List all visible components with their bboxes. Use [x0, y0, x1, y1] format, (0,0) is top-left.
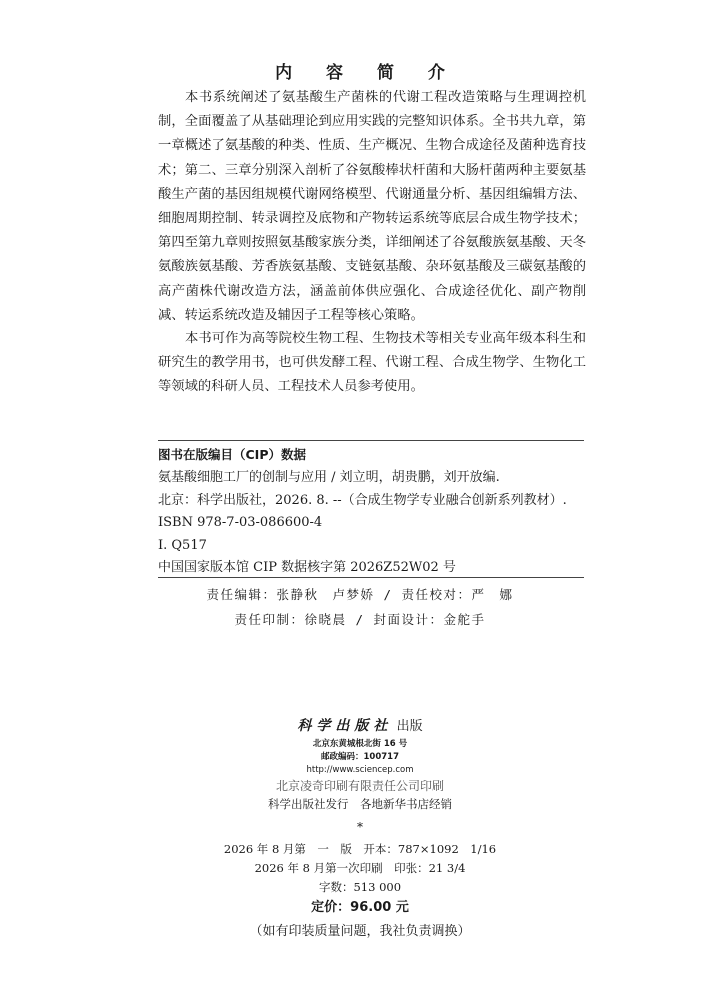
- cip-classification: Ⅰ. Q517: [158, 538, 207, 553]
- production-line: 责任印制：徐晓晨 / 封面设计：金舵手: [234, 612, 486, 627]
- publisher-url: http://www.sciencep.com: [306, 765, 414, 775]
- summary-paragraph-2: 本书可作为高等院校生物工程、生物技术等相关专业高年级本科生和研究生的教学用书，也可供发酵工程、代谢工程、合成生物学、生物化工等领域的科研人员、工程技术人员参考使用。: [158, 331, 586, 395]
- word-count: 字数：513 000: [318, 880, 402, 894]
- cip-title-line: 氨基酸细胞工厂的创制与应用 / 刘立明，胡贵鹏，刘开放编.: [158, 470, 500, 485]
- publisher-name: 科学出版社: [297, 718, 393, 734]
- editors-line: 责任编辑：张静秋 卢梦娇 / 责任校对：严 娜: [206, 587, 514, 602]
- publisher-postcode: 邮政编码：100717: [321, 752, 399, 762]
- quality-notice: （如有印装质量问题，我社负责调换）: [249, 924, 471, 939]
- separator-star: *: [357, 820, 363, 834]
- cip-top-rule: [158, 440, 584, 441]
- price: 定价：96.00 元: [311, 900, 409, 915]
- cip-publisher-line: 北京：科学出版社，2026. 8. --（合成生物学专业融合创新系列教材）.: [158, 493, 567, 508]
- edition-line: 2026 年 8 月第 一 版 开本：787×1092 1/16: [223, 842, 497, 856]
- cip-isbn: ISBN 978-7-03-086600-4: [158, 515, 323, 530]
- summary-paragraph-1: 本书系统阐述了氨基酸生产菌株的代谢工程改造策略与生理调控机制，全面覆盖了从基础理论到应用实践的完整知识体系。全书共九章，第一章概述了氨基酸的种类、性质、生产概况、生物合成途径及菌种选育技术；第二、三章分别深入剖析了谷氨酸棒状杆菌和大肠杆菌两种主要氨基酸生产菌的基因组规模代谢网络模型、代谢通量分析、基因组编辑方法、细胞周期控制、转录调控及底物和产物转运系统等底层合成生物学技术；第四至第九章则按照氨基酸家族分类，详细阐述了谷氨酸族氨基酸、天冬氨酸族氨基酸、芳香族氨基酸、支链氨基酸、杂环氨基酸及三碳氨基酸的高产菌株代谢改造方法，涵盖前体供应强化、合成途径优化、副产物削减、转运系统改造及辅因子工程等核心策略。: [158, 90, 586, 323]
- cip-record-number: 中国国家版本馆 CIP 数据核字第 2026Z52W02 号: [158, 560, 456, 575]
- publisher-suffix: 出版: [396, 719, 423, 734]
- distribution-line: 科学出版社发行 各地新华书店经销: [268, 797, 452, 811]
- publisher-line: [0, 715, 720, 735]
- printing-line: 2026 年 8 月第一次印刷 印张：21 3/4: [254, 861, 466, 875]
- publisher-address: 北京东黄城根北街 16 号: [312, 739, 408, 749]
- cip-heading: 图书在版编目（CIP）数据: [158, 447, 306, 462]
- page-title: 内 容 简 介: [275, 63, 459, 83]
- cip-bottom-rule: [158, 577, 584, 578]
- printer-line: 北京凌奇印刷有限责任公司印刷: [275, 779, 444, 793]
